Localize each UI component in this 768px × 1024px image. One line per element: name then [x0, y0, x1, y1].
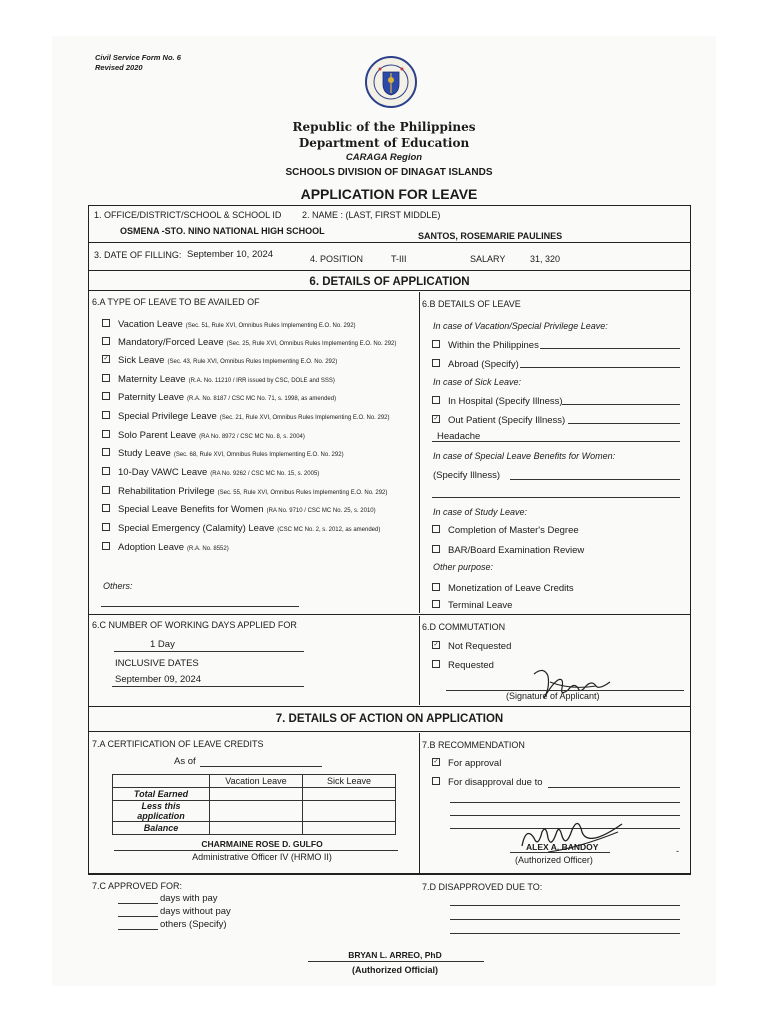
leave-type-legal-basis: (Sec. 51, Rule XVI, Omnibus Rules Implementing E.O. No. 292) [185, 323, 356, 329]
leave-type-checkbox[interactable] [102, 523, 110, 531]
department-heading: Department of Education [298, 136, 470, 150]
inclusive-dates-line [112, 686, 304, 687]
others-line [101, 606, 299, 607]
for-disapproval-checkbox[interactable] [432, 777, 440, 785]
date-value: September 10, 2024 [187, 249, 274, 260]
requested-checkbox[interactable] [432, 660, 440, 668]
official-title: (Authorized Official) [352, 965, 438, 975]
hospital-checkbox[interactable] [432, 396, 440, 404]
leave-type-legal-basis: (Sec. 21, Rule XVI, Omnibus Rules Implementing E.O. No. 292) [219, 415, 390, 421]
days-pay-line [118, 903, 158, 904]
action-title: 7. DETAILS OF ACTION ON APPLICATION [275, 713, 504, 725]
bar-checkbox[interactable] [432, 545, 440, 553]
leave-type-checkbox[interactable] [102, 392, 110, 400]
region-heading: CARAGA Region [345, 152, 423, 163]
leave-type-checkbox[interactable] [102, 486, 110, 494]
leave-credits-title: 7.A CERTIFICATION OF LEAVE CREDITS [92, 739, 264, 749]
for-approval-checkbox[interactable]: ✓ [433, 759, 439, 766]
illness-value: Headache [437, 431, 481, 442]
within-ph-checkbox[interactable] [432, 340, 440, 348]
days-nopay-line [118, 916, 158, 917]
divider [419, 616, 420, 705]
leave-type-checkbox[interactable]: ✓ [103, 356, 109, 363]
date-label: 3. DATE OF FILLING: [94, 250, 182, 260]
other-purpose-heading: Other purpose: [433, 562, 494, 572]
outpatient-label: Out Patient (Specify Illness) [448, 415, 566, 426]
abroad-label: Abroad (Specify) [448, 359, 519, 370]
not-requested-checkbox[interactable]: ✓ [433, 642, 439, 649]
women-case-heading: In case of Special Leave Benefits for Women: [433, 451, 616, 461]
leave-type-option[interactable] [102, 467, 319, 478]
leave-type-option[interactable] [102, 486, 387, 497]
masters-checkbox[interactable] [432, 525, 440, 533]
leave-type-label: Study Leave [118, 448, 171, 459]
days-without-pay-label: days without pay [160, 906, 231, 917]
approved-for-title: 7.C APPROVED FOR: [92, 881, 183, 891]
divider [88, 731, 691, 732]
leave-type-label: Paternity Leave [118, 392, 185, 403]
name-label: 2. NAME : (LAST, FIRST MIDDLE) [302, 210, 441, 220]
divider [88, 614, 691, 615]
women-specify-line [510, 479, 680, 480]
commutation-title: 6.D COMMUTATION [422, 622, 506, 632]
official-line [308, 961, 484, 962]
hr-officer-line [114, 850, 398, 851]
divider [419, 733, 420, 874]
leave-type-checkbox[interactable] [102, 504, 110, 512]
others-specify-label: others (Specify) [160, 919, 227, 930]
illness-line [432, 441, 680, 442]
form-title: APPLICATION FOR LEAVE [300, 186, 478, 202]
working-days-title: 6.C NUMBER OF WORKING DAYS APPLIED FOR [92, 620, 297, 630]
leave-type-option[interactable] [102, 504, 376, 515]
leave-type-checkbox[interactable] [102, 374, 110, 382]
leave-type-label: Adoption Leave [118, 542, 185, 553]
leave-type-option[interactable] [102, 337, 396, 348]
leave-type-option[interactable] [102, 355, 337, 366]
leave-type-option[interactable] [102, 411, 390, 422]
dash-mark: - [676, 846, 679, 856]
total-earned-sick [303, 788, 396, 801]
for-disapproval-label: For disapproval due to [448, 777, 543, 788]
details-title: 6. DETAILS OF APPLICATION [309, 276, 470, 288]
leave-credits-table [112, 774, 396, 835]
official-name: BRYAN L. ARREO, PhD [348, 950, 442, 960]
monetization-option[interactable] [432, 583, 574, 594]
leave-type-option[interactable] [102, 374, 335, 385]
leave-type-checkbox[interactable] [102, 411, 110, 419]
leave-type-legal-basis: (CSC MC No. 2, s. 2012, as amended) [277, 527, 381, 533]
leave-type-legal-basis: (Sec. 43, Rule XVI, Omnibus Rules Implementing E.O. No. 292) [167, 359, 338, 365]
less-application-vacation [210, 801, 303, 822]
total-earned-label: Total Earned [113, 788, 210, 801]
less-application-sick [303, 801, 396, 822]
less-application-label: Less this application [113, 801, 210, 822]
abroad-line [520, 367, 680, 368]
abroad-checkbox[interactable] [432, 359, 440, 367]
leave-type-option[interactable] [102, 319, 356, 330]
salary-label: SALARY [470, 254, 506, 264]
leave-type-legal-basis: (RA No. 9262 / CSC MC No. 15, s. 2005) [210, 471, 320, 477]
women-specify-label: (Specify Illness) [433, 470, 501, 481]
salary-value: 31, 320 [530, 254, 561, 264]
study-case-heading: In case of Study Leave: [433, 507, 528, 517]
leave-type-legal-basis: (RA No. 9710 / CSC MC No. 25, s. 2010) [266, 508, 376, 514]
leave-type-checkbox[interactable] [102, 467, 110, 475]
divider [419, 292, 420, 613]
divider [88, 290, 691, 291]
divider [88, 706, 691, 707]
disapproval-line-1 [548, 787, 680, 788]
leave-type-legal-basis: (R.A. No. 8552) [187, 546, 229, 552]
details-of-leave-title: 6.B DETAILS OF LEAVE [422, 299, 521, 309]
abroad-option[interactable] [432, 359, 519, 370]
working-days-line [114, 651, 304, 652]
outpatient-line [568, 423, 680, 424]
balance-sick [303, 822, 396, 835]
vacation-case-heading: In case of Vacation/Special Privilege Leave: [433, 321, 608, 331]
leave-type-option[interactable] [102, 542, 229, 553]
within-ph-label: Within the Philippines [448, 340, 539, 351]
leave-type-legal-basis: (Sec. 25, Rule XVI, Omnibus Rules Implementing E.O. No. 292) [226, 341, 397, 347]
outpatient-checkbox[interactable]: ✓ [433, 416, 439, 423]
division-heading: SCHOOLS DIVISION OF DINAGAT ISLANDS [285, 167, 493, 178]
hospital-option[interactable] [432, 396, 563, 407]
disapproved-line-3 [450, 933, 680, 934]
leave-type-checkbox[interactable] [102, 448, 110, 456]
leave-type-option[interactable] [102, 523, 380, 534]
as-of-line [200, 766, 322, 767]
terminal-option[interactable] [432, 600, 512, 611]
leave-type-legal-basis: (RA No. 8972 / CSC MC No. 8, s. 2004) [199, 434, 305, 440]
terminal-label: Terminal Leave [448, 600, 513, 611]
leave-type-label: Mandatory/Forced Leave [118, 337, 224, 348]
leave-type-legal-basis: (Sec. 68, Rule XVI, Omnibus Rules Implementing E.O. No. 292) [173, 452, 344, 458]
leave-type-label: Vacation Leave [118, 319, 183, 330]
divider [88, 270, 691, 271]
form-revision: Revised 2020 [95, 63, 143, 72]
position-label: 4. POSITION [310, 254, 364, 264]
sick-col-header: Sick Leave [303, 775, 396, 788]
republic-heading: Republic of the Philippines [292, 120, 476, 134]
leave-type-label: Special Emergency (Calamity) Leave [118, 523, 275, 534]
vacation-col-header: Vacation Leave [210, 775, 303, 788]
leave-type-label: Special Privilege Leave [118, 411, 217, 422]
as-of-label: As of [174, 756, 196, 767]
leave-type-label: 10-Day VAWC Leave [118, 467, 208, 478]
disapproved-title: 7.D DISAPPROVED DUE TO: [422, 882, 543, 892]
not-requested-option[interactable] [432, 641, 511, 652]
requested-label: Requested [448, 660, 494, 671]
recommender-signature [512, 816, 632, 860]
hospital-label: In Hospital (Specify Illness) [448, 396, 563, 407]
balance-label: Balance [113, 822, 210, 835]
leave-type-checkbox[interactable] [102, 542, 110, 550]
leave-type-option[interactable] [102, 448, 344, 459]
others-label: Others: [103, 581, 133, 591]
outpatient-option[interactable] [432, 415, 565, 426]
for-approval-option[interactable] [432, 758, 501, 769]
leave-type-checkbox[interactable] [102, 337, 110, 345]
days-with-pay-label: days with pay [160, 893, 218, 904]
balance-vacation [210, 822, 303, 835]
others-specify-line [118, 929, 158, 930]
leave-type-label: Maternity Leave [118, 374, 186, 385]
hr-officer-name: CHARMAINE ROSE D. GULFO [201, 839, 323, 849]
women-extra-line [432, 497, 680, 498]
divider [88, 242, 691, 243]
leave-type-label: Rehabilitation Privilege [118, 486, 215, 497]
recommender-name: ALEX A. BANDOY [526, 842, 599, 852]
requested-option[interactable] [432, 660, 494, 671]
office-label: 1. OFFICE/DISTRICT/SCHOOL & SCHOOL ID [94, 210, 282, 220]
hospital-line [562, 404, 680, 405]
office-value: OSMENA -STO. NINO NATIONAL HIGH SCHOOL [120, 226, 325, 236]
for-approval-label: For approval [448, 758, 502, 769]
disapproved-line-2 [450, 919, 680, 920]
position-value: T-III [391, 254, 407, 264]
leave-type-checkbox[interactable] [102, 319, 110, 327]
leave-type-legal-basis: (R.A. No. 11210 / IRR issued by CSC, DOLE and SSS) [188, 378, 335, 384]
total-earned-vacation [210, 788, 303, 801]
inclusive-dates-label: INCLUSIVE DATES [115, 658, 199, 669]
bar-option[interactable] [432, 545, 584, 556]
recommender-title: (Authorized Officer) [515, 855, 593, 865]
for-disapproval-option[interactable] [432, 777, 543, 788]
within-ph-line [540, 348, 680, 349]
not-requested-label: Not Requested [448, 641, 512, 652]
leave-type-checkbox[interactable] [102, 430, 110, 438]
leave-type-label: Special Leave Benefits for Women [118, 504, 264, 515]
leave-type-legal-basis: (Sec. 55, Rule XVI, Omnibus Rules Implementing E.O. No. 292) [217, 490, 388, 496]
deped-seal-icon [364, 55, 418, 109]
name-value: SANTOS, ROSEMARIE PAULINES [418, 231, 563, 241]
disapproved-line-1 [450, 905, 680, 906]
masters-option[interactable] [432, 525, 579, 536]
applicant-signature-label: (Signature of Applicant) [506, 691, 600, 701]
sick-case-heading: In case of Sick Leave: [433, 377, 522, 387]
leave-type-option[interactable] [102, 392, 336, 403]
working-days-value: 1 Day [150, 639, 175, 650]
inclusive-dates-value: September 09, 2024 [115, 674, 202, 685]
hr-officer-title: Administrative Officer IV (HRMO II) [192, 852, 332, 862]
leave-type-option[interactable] [102, 430, 305, 441]
within-ph-option[interactable] [432, 340, 539, 351]
credits-corner-cell [113, 775, 210, 788]
recommender-line [510, 852, 610, 853]
masters-label: Completion of Master's Degree [448, 525, 579, 536]
disapproval-line-2 [450, 802, 680, 803]
divider [88, 874, 691, 875]
monetization-checkbox[interactable] [432, 583, 440, 591]
monetization-label: Monetization of Leave Credits [448, 583, 574, 594]
leave-type-label: Sick Leave [118, 355, 165, 366]
form-number: Civil Service Form No. 6 [95, 53, 181, 62]
recommendation-title: 7.B RECOMMENDATION [422, 740, 525, 750]
leave-type-legal-basis: (R.A. No. 8187 / CSC MC No. 71, s. 1998, as amended) [187, 396, 337, 402]
bar-label: BAR/Board Examination Review [448, 545, 585, 556]
leave-type-label: Solo Parent Leave [118, 430, 197, 441]
type-of-leave-title: 6.A TYPE OF LEAVE TO BE AVAILED OF [92, 297, 260, 307]
terminal-checkbox[interactable] [432, 600, 440, 608]
